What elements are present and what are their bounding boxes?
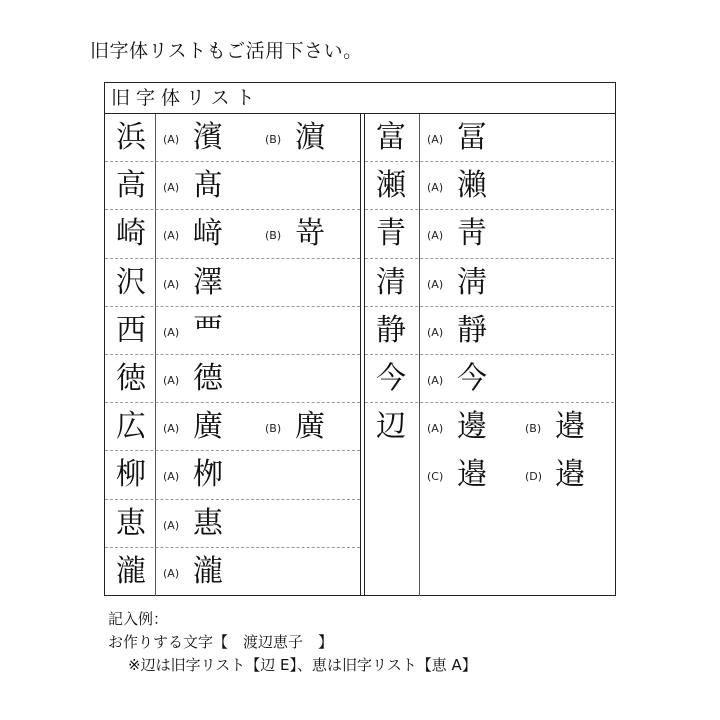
base-char: 恵 xyxy=(116,505,146,541)
left-column xyxy=(105,114,360,596)
option-label: (D) xyxy=(525,470,543,484)
option-char: 濵 xyxy=(295,120,325,155)
option-char: 嵜 xyxy=(295,216,325,252)
option-label: (A) xyxy=(427,373,444,387)
table-row xyxy=(365,403,614,499)
base-char: 高 xyxy=(116,168,146,204)
option-label: (A) xyxy=(427,422,444,436)
table-row xyxy=(365,162,614,210)
base-char: 西 xyxy=(116,312,146,348)
notes xyxy=(108,608,477,677)
table-row xyxy=(365,210,614,258)
option-char: 瀨 xyxy=(457,168,487,204)
option-label: (A) xyxy=(427,229,444,243)
option-char: 邉 xyxy=(555,457,585,493)
table-row xyxy=(105,403,360,451)
base-char: 青 xyxy=(376,216,406,252)
option-char: 邊 xyxy=(457,409,487,445)
right-column xyxy=(365,114,614,500)
option-label: (B) xyxy=(265,422,282,436)
example-label: 記入例： xyxy=(108,610,169,628)
option-char: 澤 xyxy=(193,264,223,300)
option-char: 髙 xyxy=(193,168,223,204)
option-label: (B) xyxy=(265,229,282,243)
option-label: (A) xyxy=(163,373,180,387)
option-label: (B) xyxy=(525,422,542,436)
option-char: 廣 xyxy=(295,409,325,445)
option-label: (A) xyxy=(427,181,444,195)
base-char: 瀬 xyxy=(376,168,406,204)
base-char: 崎 xyxy=(116,216,146,252)
table-row xyxy=(105,307,360,355)
table-row xyxy=(365,114,614,162)
option-label: (A) xyxy=(427,325,444,339)
table-row xyxy=(105,500,360,548)
option-label: (A) xyxy=(163,518,180,532)
base-char: 柳 xyxy=(116,457,146,493)
example-text: お作りする文字【 渡辺恵子 】 xyxy=(108,633,334,651)
option-label: (A) xyxy=(163,277,180,291)
table-row xyxy=(365,307,614,355)
table-row xyxy=(105,162,360,210)
option-char: 廣 xyxy=(193,409,223,445)
option-char: 淸 xyxy=(457,264,487,300)
option-char: 瀧 xyxy=(193,553,223,589)
option-label: (A) xyxy=(427,277,444,291)
option-char: 今 xyxy=(457,360,487,396)
option-label: (A) xyxy=(163,181,180,195)
option-char: 邉 xyxy=(555,409,585,445)
table-title: 旧字体リスト xyxy=(105,83,615,114)
base-char: 静 xyxy=(376,312,406,348)
option-char: 栁 xyxy=(193,457,223,493)
base-char: 富 xyxy=(376,120,406,155)
base-char: 辺 xyxy=(376,409,406,445)
option-label: (A) xyxy=(163,422,180,436)
option-label: (C) xyxy=(427,470,444,484)
base-char: 瀧 xyxy=(116,553,146,589)
option-label: (A) xyxy=(427,133,444,146)
table-row xyxy=(105,451,360,499)
option-label: (A) xyxy=(163,325,180,339)
table-row xyxy=(105,210,360,258)
option-char: 惠 xyxy=(193,505,223,541)
table-row xyxy=(105,259,360,307)
option-char: 冨 xyxy=(457,120,487,155)
option-char: 邉 xyxy=(457,457,487,493)
example-note: ※辺は旧字リスト【辺 E】、恵は旧字リスト【恵 A】 xyxy=(128,656,477,674)
option-char: 德 xyxy=(193,360,223,396)
option-label: (A) xyxy=(163,566,180,580)
base-char: 沢 xyxy=(116,264,146,300)
kanji-table xyxy=(104,82,616,596)
option-label: (A) xyxy=(163,133,180,146)
base-char: 清 xyxy=(376,264,406,300)
option-char: 覀 xyxy=(193,312,223,348)
option-label: (A) xyxy=(163,470,180,484)
base-char: 今 xyxy=(376,360,406,396)
option-label: (A) xyxy=(163,229,180,243)
table-row xyxy=(365,259,614,307)
option-char: 靑 xyxy=(457,216,487,252)
table-row xyxy=(365,355,614,403)
table-row xyxy=(105,548,360,596)
heading: 旧字体リストもご活用下さい。 xyxy=(90,40,363,62)
base-char: 浜 xyxy=(116,120,146,155)
option-char: 濱 xyxy=(193,120,223,155)
base-char: 広 xyxy=(116,409,146,445)
option-char: 靜 xyxy=(457,312,487,348)
option-char: 﨑 xyxy=(193,216,223,252)
table-row xyxy=(105,355,360,403)
option-label: (B) xyxy=(265,133,282,146)
table-row xyxy=(105,114,360,162)
base-char: 徳 xyxy=(116,360,146,396)
